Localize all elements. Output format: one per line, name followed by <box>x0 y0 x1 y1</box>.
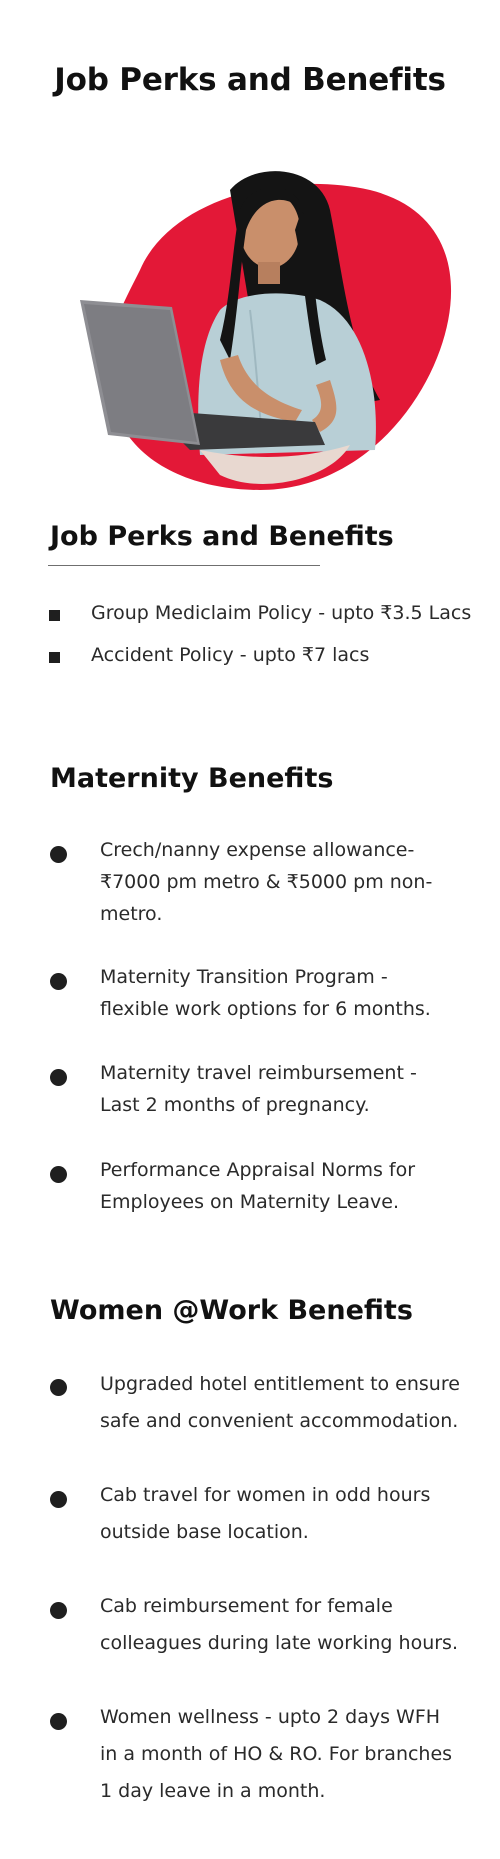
benefit-text: Women wellness - upto 2 days WFH in a month of HO & RO. For branches 1 day leave in a month. <box>100 1706 453 1802</box>
perks-section-title: Job Perks and Benefits <box>50 521 394 552</box>
bullet-icon <box>50 1069 67 1086</box>
maternity-section-title: Maternity Benefits <box>50 763 334 794</box>
bullet-icon <box>50 1379 67 1396</box>
perks-list <box>0 592 500 676</box>
bullet-icon <box>50 973 67 990</box>
benefit-text: Cab reimbursement for female colleagues during late working hours. <box>100 1595 458 1654</box>
bullet-icon <box>50 1713 67 1730</box>
benefit-text: Crech/nanny expense allowance- ₹7000 pm metro & ₹5000 pm non- metro. <box>100 839 433 925</box>
benefit-text: Performance Appraisal Norms for Employees on Maternity Leave. <box>100 1159 416 1213</box>
benefit-text: Maternity Transition Program - flexible work options for 6 months. <box>100 966 431 1020</box>
square-bullet-icon <box>49 652 60 663</box>
list-item <box>0 592 500 634</box>
list-item <box>0 634 500 676</box>
bullet-icon <box>50 1166 67 1183</box>
benefit-text: Maternity travel reimbursement - Last 2 months of pregnancy. <box>100 1062 417 1116</box>
page-title: Job Perks and Benefits <box>54 62 446 98</box>
women-section-title: Women @Work Benefits <box>50 1295 413 1326</box>
hero-illustration <box>80 160 460 500</box>
benefit-text: Cab travel for women in odd hours outside base location. <box>100 1484 431 1543</box>
square-bullet-icon <box>49 610 60 621</box>
perk-text: Accident Policy - upto ₹7 lacs <box>91 644 370 666</box>
bullet-icon <box>50 846 67 863</box>
woman-with-laptop-image <box>80 160 460 500</box>
bullet-icon <box>50 1491 67 1508</box>
bullet-icon <box>50 1602 67 1619</box>
perk-text: Group Mediclaim Policy - upto ₹3.5 Lacs <box>91 602 472 624</box>
benefit-text: Upgraded hotel entitlement to ensure safe and convenient accommodation. <box>100 1373 460 1432</box>
perks-title-underline <box>48 565 320 566</box>
